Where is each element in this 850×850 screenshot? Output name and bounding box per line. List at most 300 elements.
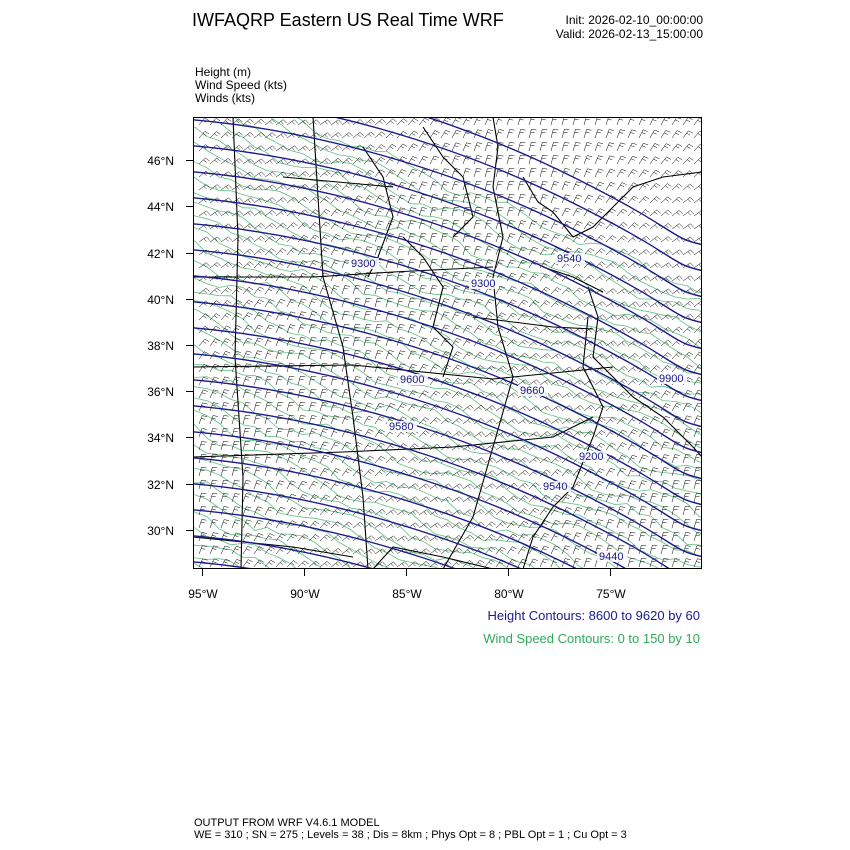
lon-label-95: 95°W bbox=[188, 587, 218, 601]
wind-barb bbox=[551, 301, 561, 307]
wind-barb bbox=[485, 181, 492, 190]
wind-barb bbox=[309, 389, 316, 398]
wind-barb bbox=[683, 144, 693, 151]
wind-barb bbox=[694, 377, 702, 385]
wind-barb bbox=[265, 507, 274, 515]
wind-barb bbox=[617, 392, 627, 398]
wind-barb bbox=[518, 366, 529, 372]
wind-barb bbox=[573, 221, 582, 229]
wind-barb bbox=[628, 156, 637, 164]
wind-barb bbox=[485, 117, 493, 125]
wind-barb bbox=[342, 234, 351, 242]
wind-barb bbox=[386, 119, 397, 125]
wind-barb bbox=[628, 302, 639, 307]
wind-barb bbox=[463, 117, 472, 125]
lon-label-85: 85°W bbox=[392, 587, 422, 601]
wind-barb bbox=[628, 249, 639, 255]
wind-barb bbox=[342, 286, 350, 295]
wind-speed-contour bbox=[193, 155, 702, 378]
wind-barb bbox=[650, 519, 657, 528]
wind-barb bbox=[232, 159, 243, 165]
wind-barb bbox=[331, 337, 338, 346]
wind-barb bbox=[353, 390, 361, 398]
wind-speed-contour bbox=[193, 187, 702, 402]
wind-barb bbox=[265, 402, 272, 411]
wind-barb bbox=[232, 520, 240, 528]
wind-barb bbox=[540, 117, 547, 125]
height-contour bbox=[193, 223, 702, 403]
wind-barb bbox=[397, 483, 408, 489]
wind-barb bbox=[485, 220, 493, 229]
wind-barb bbox=[254, 223, 265, 229]
wind-barb bbox=[430, 364, 439, 372]
wind-barb bbox=[309, 286, 318, 294]
wind-barb bbox=[309, 508, 319, 515]
wind-barb bbox=[672, 184, 682, 190]
wind-barb bbox=[540, 142, 547, 151]
wind-barb bbox=[243, 507, 251, 515]
wind-barb bbox=[562, 444, 573, 450]
wind-barb bbox=[375, 145, 385, 152]
wind-barb bbox=[210, 428, 218, 437]
wind-barb bbox=[474, 143, 482, 151]
wind-barb bbox=[485, 130, 493, 138]
wind-barb bbox=[276, 248, 286, 255]
wind-barb bbox=[419, 457, 430, 463]
wind-barb bbox=[573, 314, 584, 320]
wind-barb bbox=[243, 560, 253, 567]
wind-barb bbox=[265, 454, 273, 463]
wind-barb bbox=[320, 337, 327, 346]
wind-barb bbox=[540, 406, 551, 411]
wind-barb bbox=[243, 533, 252, 541]
wind-barb bbox=[529, 353, 540, 359]
wind-barb bbox=[265, 146, 276, 151]
wind-barb bbox=[617, 519, 625, 528]
wind-barb bbox=[276, 428, 284, 437]
wind-barb bbox=[254, 402, 261, 411]
wind-barb bbox=[474, 326, 484, 334]
lon-label-75: 75°W bbox=[596, 587, 626, 601]
wind-barb bbox=[254, 428, 261, 437]
wind-barb bbox=[397, 272, 404, 281]
wind-barb bbox=[507, 117, 515, 125]
wind-barb bbox=[485, 168, 493, 177]
wind-barb bbox=[661, 197, 672, 203]
wind-barb bbox=[199, 546, 207, 554]
wind-barb bbox=[309, 363, 316, 372]
wind-barb bbox=[474, 484, 485, 489]
wind-barb bbox=[441, 182, 449, 191]
wind-barb bbox=[474, 405, 485, 411]
wind-barb bbox=[595, 275, 606, 281]
wind-barb bbox=[573, 117, 580, 125]
wind-barb bbox=[243, 275, 253, 282]
wind-barb bbox=[276, 560, 286, 567]
wind-barb bbox=[375, 523, 386, 528]
wind-barb bbox=[441, 391, 451, 398]
wind-barb bbox=[276, 146, 287, 151]
wind-barb bbox=[210, 493, 218, 502]
wind-barb bbox=[606, 468, 615, 476]
wind-barb bbox=[419, 431, 429, 437]
lon-label-90: 90°W bbox=[290, 587, 320, 601]
lat-label-42: 42°N bbox=[147, 247, 174, 261]
lon-tick bbox=[202, 569, 203, 576]
wind-barb bbox=[265, 172, 276, 177]
wind-barb bbox=[254, 520, 263, 528]
wind-barb bbox=[639, 250, 650, 256]
wind-barb bbox=[364, 324, 371, 333]
height-contour bbox=[193, 171, 702, 351]
wind-barb bbox=[694, 416, 702, 424]
wind-barb bbox=[221, 546, 230, 554]
wind-barb bbox=[254, 454, 261, 463]
wind-barb bbox=[199, 390, 208, 398]
wind-barb bbox=[254, 300, 264, 307]
wind-barb bbox=[617, 468, 626, 476]
wind-barb bbox=[452, 418, 463, 424]
wind-barb bbox=[518, 221, 526, 229]
wind-barb bbox=[661, 237, 672, 242]
wind-barb bbox=[672, 157, 682, 164]
wind-barb bbox=[474, 220, 481, 229]
wind-barb bbox=[375, 351, 383, 360]
wind-barb bbox=[540, 195, 548, 204]
wind-barb bbox=[254, 287, 264, 294]
wind-barb bbox=[672, 117, 681, 125]
wind-barb bbox=[496, 339, 506, 346]
wind-barb bbox=[551, 142, 558, 151]
wind-barb bbox=[254, 172, 265, 177]
wind-barb bbox=[617, 209, 627, 216]
wind-barb bbox=[287, 507, 296, 515]
wind-barb bbox=[375, 132, 385, 138]
wind-barb bbox=[551, 287, 561, 294]
wind-barb bbox=[254, 467, 262, 476]
wind-barb bbox=[375, 311, 382, 320]
wind-barb bbox=[243, 325, 252, 333]
wind-barb bbox=[650, 117, 659, 125]
wind-barb bbox=[617, 143, 626, 151]
wind-barb bbox=[529, 168, 536, 177]
wind-barb bbox=[683, 197, 694, 203]
wind-barb bbox=[276, 402, 283, 411]
wind-barb bbox=[474, 509, 485, 515]
lat-tick bbox=[186, 299, 193, 300]
wind-barb bbox=[397, 562, 408, 567]
wind-barb bbox=[617, 417, 627, 424]
wind-barb bbox=[265, 223, 276, 229]
valid-time: Valid: 2026-02-13_15:00:00 bbox=[555, 27, 703, 41]
wind-barb bbox=[650, 545, 657, 554]
wind-barb bbox=[199, 158, 210, 164]
wind-barb bbox=[694, 250, 702, 255]
wind-barb bbox=[573, 142, 581, 151]
wind-barb bbox=[551, 234, 560, 242]
wind-barb bbox=[485, 194, 492, 203]
wind-barb bbox=[628, 430, 638, 437]
wind-barb bbox=[562, 520, 571, 528]
wind-barb bbox=[507, 181, 514, 190]
wind-barb bbox=[595, 354, 606, 359]
wind-barb bbox=[507, 207, 515, 216]
wind-barb bbox=[540, 327, 551, 333]
wind-barb bbox=[199, 211, 210, 216]
wind-barb bbox=[441, 233, 448, 242]
wind-barb bbox=[210, 158, 221, 164]
wind-barb bbox=[353, 522, 364, 528]
wind-barb bbox=[540, 354, 551, 360]
wind-barb bbox=[408, 536, 419, 541]
wind-barb bbox=[441, 523, 452, 528]
wind-barb bbox=[452, 431, 463, 437]
wind-barb bbox=[672, 144, 682, 151]
wind-barb bbox=[540, 559, 549, 567]
wind-barb bbox=[507, 496, 518, 502]
wind-barb bbox=[452, 378, 462, 385]
wind-barb bbox=[694, 144, 702, 151]
wind-speed-contour bbox=[193, 287, 702, 503]
wind-barb bbox=[694, 211, 702, 216]
wind-speed-contour bbox=[193, 384, 702, 569]
wind-barb bbox=[529, 327, 539, 333]
wind-barb bbox=[672, 480, 680, 489]
wind-barb bbox=[331, 442, 340, 450]
wind-barb bbox=[331, 482, 341, 489]
wind-barb bbox=[584, 533, 592, 541]
wind-barb bbox=[485, 522, 496, 528]
wind-barb bbox=[661, 340, 672, 346]
lat-label-38: 38°N bbox=[147, 339, 174, 353]
wind-barb bbox=[221, 185, 232, 190]
wind-barb bbox=[661, 468, 669, 477]
wind-barb bbox=[573, 195, 582, 203]
wind-barb bbox=[320, 561, 331, 567]
wind-barb bbox=[397, 351, 405, 359]
wind-barb bbox=[551, 470, 561, 477]
wind-barb bbox=[320, 209, 330, 216]
wind-barb bbox=[518, 483, 529, 489]
wind-barb bbox=[298, 481, 307, 489]
wind-barb bbox=[661, 184, 671, 190]
lat-tick bbox=[186, 484, 193, 485]
wind-barb bbox=[672, 302, 683, 308]
wind-barb bbox=[474, 246, 482, 255]
wind-barbs bbox=[199, 117, 702, 567]
wind-barb bbox=[364, 416, 373, 424]
wind-barb bbox=[584, 156, 592, 164]
wind-speed-contour bbox=[193, 171, 702, 387]
wind-barb bbox=[474, 168, 482, 177]
wind-barb bbox=[573, 507, 582, 515]
field-label-wind-speed: Wind Speed (kts) bbox=[195, 78, 288, 92]
lat-label-44: 44°N bbox=[147, 200, 174, 214]
lon-label-80: 80°W bbox=[494, 587, 524, 601]
wind-barb bbox=[694, 224, 702, 229]
wind-barb bbox=[221, 288, 232, 294]
wind-barb bbox=[650, 263, 661, 268]
wind-barb bbox=[243, 211, 254, 216]
wind-barb bbox=[672, 455, 680, 464]
wind-barb bbox=[639, 156, 648, 164]
wind-barb bbox=[485, 366, 495, 372]
wind-barb bbox=[419, 338, 427, 346]
wind-barb bbox=[430, 523, 441, 528]
legend-wind-speed-contours: Wind Speed Contours: 0 to 150 by 10 bbox=[483, 631, 700, 646]
wind-barb bbox=[419, 312, 427, 321]
border-line bbox=[523, 172, 702, 237]
wind-barb bbox=[452, 299, 460, 307]
wind-barb bbox=[573, 341, 584, 346]
wind-barb bbox=[243, 262, 254, 268]
wind-barb bbox=[485, 155, 493, 164]
wind-barb bbox=[496, 393, 507, 399]
wind-barb bbox=[353, 285, 361, 294]
wind-barb bbox=[320, 468, 329, 476]
wind-barb bbox=[683, 158, 693, 165]
wind-barb bbox=[573, 405, 584, 411]
height-contour bbox=[193, 145, 702, 325]
wind-barb bbox=[364, 403, 373, 411]
field-label-winds: Winds (kts) bbox=[195, 91, 255, 105]
wind-barb bbox=[342, 311, 350, 320]
wind-barb bbox=[375, 337, 383, 346]
wind-barb bbox=[529, 247, 538, 255]
wind-barb bbox=[441, 418, 452, 424]
wind-barb bbox=[507, 129, 515, 138]
wind-barb bbox=[265, 376, 273, 385]
contour-label: 9660 bbox=[520, 385, 545, 397]
wind-barb bbox=[243, 441, 250, 450]
wind-barb bbox=[551, 393, 562, 398]
wind-barb bbox=[694, 198, 702, 204]
wind-barb bbox=[375, 430, 385, 437]
wind-barb bbox=[650, 197, 660, 203]
wind-barb bbox=[221, 415, 229, 424]
wind-barb bbox=[694, 131, 702, 138]
wind-barb bbox=[331, 120, 342, 125]
wind-barb bbox=[298, 325, 306, 334]
wind-barb bbox=[518, 168, 525, 177]
wind-barb bbox=[210, 211, 221, 216]
wind-barb bbox=[419, 182, 427, 190]
wind-barb bbox=[419, 364, 428, 372]
wind-barb bbox=[320, 508, 330, 515]
wind-barb bbox=[199, 314, 209, 320]
wind-barb bbox=[397, 536, 408, 541]
wind-barb bbox=[298, 146, 309, 151]
wind-barb bbox=[551, 444, 562, 450]
wind-barb bbox=[452, 117, 461, 125]
wind-barb bbox=[606, 182, 615, 190]
wind-barb bbox=[507, 340, 517, 346]
wind-barb bbox=[606, 520, 614, 529]
wind-barb bbox=[617, 443, 627, 450]
wind-barb bbox=[199, 237, 210, 242]
wind-barb bbox=[661, 210, 672, 216]
wind-barb bbox=[243, 146, 254, 152]
wind-barb bbox=[463, 535, 474, 541]
wind-barb bbox=[331, 363, 338, 372]
wind-barb bbox=[320, 416, 328, 425]
wind-barb bbox=[287, 120, 298, 125]
wind-barb bbox=[650, 289, 661, 294]
lat-label-34: 34°N bbox=[147, 431, 174, 445]
wind-barb bbox=[254, 133, 265, 139]
wind-barb bbox=[375, 157, 385, 164]
wind-barb bbox=[694, 263, 702, 268]
wind-barb bbox=[221, 467, 228, 476]
wind-barb bbox=[628, 196, 638, 203]
wind-barb bbox=[221, 313, 231, 320]
wind-barb bbox=[672, 224, 683, 229]
wind-barb bbox=[375, 208, 384, 216]
wind-barb bbox=[639, 143, 648, 151]
wind-barb bbox=[386, 562, 397, 567]
wind-barb bbox=[254, 377, 262, 386]
wind-barb bbox=[595, 195, 604, 203]
wind-barb bbox=[430, 233, 437, 242]
wind-barb bbox=[386, 510, 397, 515]
wind-barb bbox=[683, 532, 691, 541]
wind-barb bbox=[683, 131, 693, 138]
wind-barb bbox=[430, 156, 439, 164]
wind-barb bbox=[397, 144, 407, 151]
wind-barb bbox=[562, 393, 573, 398]
wind-barb bbox=[287, 402, 294, 411]
wind-barb bbox=[584, 275, 595, 281]
wind-barb bbox=[452, 497, 463, 502]
weather-map bbox=[193, 117, 702, 569]
wind-barb bbox=[386, 377, 395, 385]
wind-barb bbox=[650, 210, 661, 216]
wind-barb bbox=[276, 299, 285, 307]
wind-barb bbox=[485, 432, 496, 437]
wind-barb bbox=[485, 207, 492, 216]
wind-barb bbox=[683, 454, 691, 463]
lon-tick bbox=[508, 569, 509, 576]
lat-label-32: 32°N bbox=[147, 478, 174, 492]
wind-barb bbox=[309, 402, 317, 411]
wind-barb bbox=[265, 287, 275, 294]
wind-barb bbox=[485, 419, 496, 424]
wind-barb bbox=[408, 144, 418, 151]
wind-barb bbox=[485, 143, 493, 152]
wind-barb bbox=[419, 143, 428, 151]
wind-barb bbox=[320, 535, 330, 541]
contour-label: 9600 bbox=[400, 374, 425, 386]
field-label-height: Height (m) bbox=[195, 65, 252, 79]
wind-barb bbox=[265, 338, 273, 346]
wind-barb bbox=[683, 276, 694, 281]
wind-barb bbox=[683, 184, 694, 190]
wind-barb bbox=[441, 130, 450, 138]
wind-barb bbox=[661, 263, 672, 268]
wind-barb bbox=[628, 558, 635, 567]
wind-barb bbox=[628, 379, 639, 385]
wind-barb bbox=[507, 547, 517, 554]
wind-barb bbox=[364, 337, 372, 346]
wind-barb bbox=[672, 250, 683, 255]
wind-speed-contour bbox=[193, 318, 702, 550]
wind-barb bbox=[408, 169, 417, 177]
wind-barb bbox=[375, 470, 385, 476]
wind-barb bbox=[232, 390, 240, 399]
wind-barb bbox=[298, 172, 309, 178]
wind-barb bbox=[397, 246, 405, 255]
wind-barb bbox=[276, 185, 287, 190]
